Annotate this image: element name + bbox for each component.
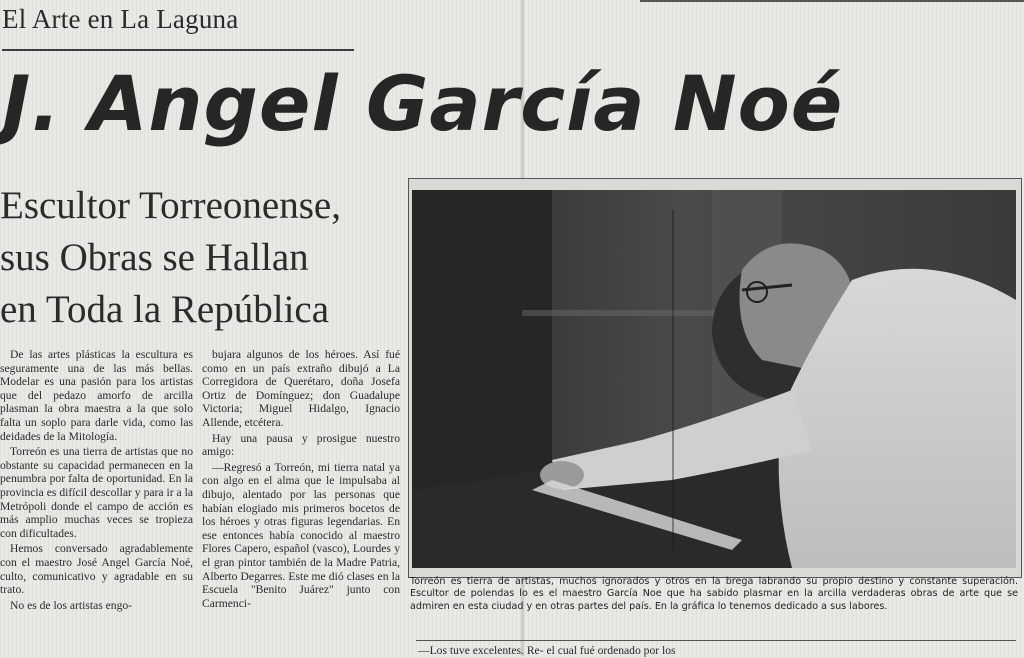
sculptor-photo — [412, 190, 1016, 568]
article-column-2 — [202, 348, 400, 612]
caption-rule — [416, 640, 1016, 641]
paragraph: De las artes plásticas la escultura es seguramente una de las más bellas. Modelar es una pasión para los artistas que del pedazo amorfo de arcilla plasman la obra maestra a la que solo falta un soplo para darle vida, como las deidades de la Mitología. — [0, 348, 193, 443]
paragraph: Hemos conversado agradablemente con el maestro José Angel García Noé, culto, comunicativo y agradable en su trato. — [0, 542, 193, 597]
photo-caption: Torreón es tierra de artistas, muchos ignorados y otros en la brega labrando su propio destino y constante superación. Escultor de polendas lo es el maestro García Noe que ha sabido plasmar en la arcilla verdaderas obras de arte que se admiren en esta ciudad y en otras partes del país. En la gráfica lo tenemos dedicado a sus labores. — [410, 576, 1018, 612]
headline: J. Angel García Noé — [2, 59, 844, 148]
paragraph: Torreón es una tierra de artistas que no obstante su capacidad permanecen en la penumbra por falta de oportunidad. En la provincia es difícil descollar y para ir a la Metrópoli donde el campo de acción es más amplio muchas veces se tropieza con dificultades. — [0, 445, 193, 540]
paragraph: No es de los artistas engo- — [10, 598, 133, 612]
section-title: El Arte en La Laguna — [2, 4, 239, 34]
subhead-line: sus Obras se Hallan — [0, 236, 309, 279]
subhead-line: en Toda la República — [0, 288, 330, 331]
paragraph: bujara algunos de los héroes. Así fué como en un país extraño dibujó a La Corregidora de Querétaro, doña Josefa Ortiz de Domínguez; don Guadalupe Victoria; Miguel Hidalgo, Ignacio Allende, etcétera. — [202, 348, 400, 429]
paragraph: Hay una pausa y prosigue nuestro amigo: — [202, 431, 400, 459]
article-column-3: —Los tuve excelentes. Re- el cual fué ordenado por los — [418, 644, 676, 657]
section-rule — [2, 49, 354, 51]
top-rule — [640, 0, 1024, 2]
subhead-line: Escultor Torreonense, — [0, 184, 341, 227]
subheadline — [0, 180, 400, 336]
paragraph: —Regresó a Torreón, mi tierra natal ya con algo en el alma que le impulsaba al dibujo, alentado por las personas que habían elogiado mis primeros bocetos de los héroes y otras figuras legendarias. En ese entonces había conocido al maestro Flores Capero, español (vasco), Lourdes y el gran pintor también de la Madre Patria, Alberto Degarres. Este me dió clases en la Escuela "Benito Juárez" junto con Carmenci- — [202, 460, 400, 610]
article-column-1 — [0, 348, 193, 614]
